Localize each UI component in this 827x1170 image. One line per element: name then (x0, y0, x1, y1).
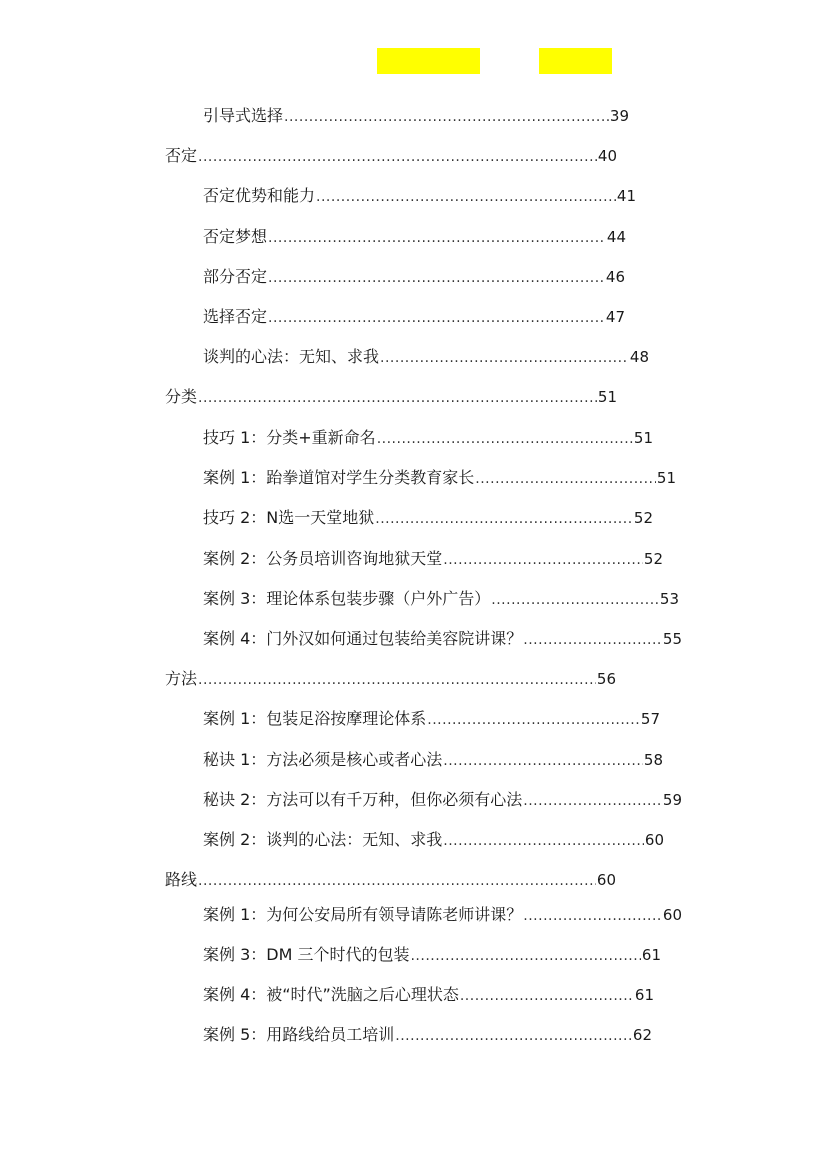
toc-leader-dots (443, 748, 643, 774)
toc-entry[interactable] (203, 626, 682, 652)
toc-entry[interactable] (203, 465, 676, 491)
toc-entry-page: 41 (616, 187, 636, 205)
toc-leader-dots (268, 265, 605, 291)
toc-entry-label: 技巧 2：N选一天堂地狱 (203, 508, 375, 527)
toc-entry-page: 51 (633, 429, 653, 447)
toc-leader-dots (377, 426, 633, 452)
toc-entry-page: 61 (634, 986, 654, 1004)
toc-entry[interactable] (203, 586, 679, 612)
toc-entry-label: 案例 5：用路线给员工培训 (203, 1025, 395, 1044)
toc-entry[interactable] (203, 982, 654, 1008)
toc-leader-dots (395, 1023, 632, 1049)
toc-leader-dots (268, 225, 606, 251)
toc-leader-dots (475, 466, 656, 492)
toc-entry-label: 选择否定 (203, 307, 268, 326)
toc-entry-page: 53 (659, 590, 679, 608)
toc-leader-dots (316, 184, 616, 210)
toc-leader-dots (198, 667, 596, 693)
toc-entry[interactable] (203, 264, 625, 290)
toc-entry[interactable] (203, 902, 682, 928)
toc-leader-dots (491, 587, 659, 613)
toc-entry-label: 秘诀 2：方法可以有千万种，但你必须有心法 (203, 790, 523, 809)
toc-entry[interactable] (203, 224, 626, 250)
toc-entry-label: 案例 1：包装足浴按摩理论体系 (203, 709, 427, 728)
toc-entry-page: 60 (596, 871, 616, 889)
toc-entry-page: 60 (644, 831, 664, 849)
toc-entry[interactable] (203, 1022, 652, 1048)
toc-entry-page: 44 (606, 228, 626, 246)
toc-entry[interactable] (203, 304, 625, 330)
toc-entry[interactable] (203, 827, 664, 853)
toc-entry-page: 40 (597, 147, 617, 165)
toc-entry-page: 62 (632, 1026, 652, 1044)
toc-leader-dots (268, 305, 605, 331)
toc-entry-label: 技巧 1：分类+重新命名 (203, 428, 376, 447)
yellow-highlight-block-2 (539, 48, 612, 74)
toc-entry[interactable] (203, 183, 636, 209)
toc-entry-page: 52 (633, 509, 653, 527)
toc-entry-page: 60 (662, 906, 682, 924)
toc-entry[interactable] (203, 706, 660, 732)
toc-entry-label: 否定 (165, 146, 198, 165)
toc-entry[interactable] (203, 787, 682, 813)
toc-entry-page: 51 (656, 469, 676, 487)
toc-leader-dots (460, 983, 634, 1009)
toc-entry[interactable] (203, 103, 629, 129)
toc-entry-page: 59 (662, 791, 682, 809)
toc-entry-label: 案例 3：DM 三个时代的包装 (203, 945, 410, 964)
toc-entry-page: 47 (605, 308, 625, 326)
toc-entry-page: 39 (609, 107, 629, 125)
toc-entry[interactable] (203, 344, 649, 370)
toc-entry-page: 61 (641, 946, 661, 964)
toc-entry-label: 否定优势和能力 (203, 186, 316, 205)
toc-leader-dots (443, 828, 644, 854)
toc-entry-page: 57 (640, 710, 660, 728)
toc-entry-label: 案例 2：谈判的心法：无知、求我 (203, 830, 443, 849)
toc-leader-dots (198, 868, 596, 894)
toc-entry-page: 56 (596, 670, 616, 688)
toc-leader-dots (198, 144, 597, 170)
toc-entry-label: 案例 1：跆拳道馆对学生分类教育家长 (203, 468, 475, 487)
toc-entry[interactable] (165, 666, 616, 692)
toc-leader-dots (380, 345, 629, 371)
toc-leader-dots (410, 943, 640, 969)
toc-entry[interactable] (165, 143, 617, 169)
toc-entry-label: 秘诀 1：方法必须是核心或者心法 (203, 750, 443, 769)
toc-entry-page: 46 (605, 268, 625, 286)
toc-entry-page: 55 (662, 630, 682, 648)
toc-entry[interactable] (203, 505, 653, 531)
toc-entry[interactable] (203, 546, 663, 572)
toc-leader-dots (375, 506, 633, 532)
toc-entry-label: 方法 (165, 669, 198, 688)
toc-entry-page: 48 (629, 348, 649, 366)
toc-leader-dots (427, 707, 640, 733)
toc-entry-label: 分类 (165, 387, 198, 406)
toc-leader-dots (523, 788, 662, 814)
toc-leader-dots (443, 547, 643, 573)
toc-entry-label: 案例 4：门外汉如何通过包装给美容院讲课？ (203, 629, 523, 648)
toc-entry-label: 路线 (165, 870, 198, 889)
yellow-highlight-block-1 (377, 48, 480, 74)
toc-entry-label: 引导式选择 (203, 106, 284, 125)
toc-entry-page: 58 (643, 751, 663, 769)
toc-leader-dots (284, 104, 609, 130)
toc-entry[interactable] (203, 942, 661, 968)
toc-entry-label: 谈判的心法：无知、求我 (203, 347, 380, 366)
toc-entry-label: 案例 3：理论体系包装步骤（户外广告） (203, 589, 491, 608)
toc-entry-label: 案例 1：为何公安局所有领导请陈老师讲课？ (203, 905, 523, 924)
toc-leader-dots (198, 385, 597, 411)
toc-entry-page: 51 (597, 388, 617, 406)
toc-entry-label: 部分否定 (203, 267, 268, 286)
toc-leader-dots (523, 903, 662, 929)
toc-entry-label: 案例 2：公务员培训咨询地狱天堂 (203, 549, 443, 568)
toc-entry[interactable] (203, 747, 663, 773)
toc-entry[interactable] (203, 425, 653, 451)
toc-entry-page: 52 (643, 550, 663, 568)
toc-entry[interactable] (165, 384, 617, 410)
toc-leader-dots (523, 627, 662, 653)
toc-entry[interactable] (165, 867, 616, 893)
toc-entry-label: 否定梦想 (203, 227, 268, 246)
toc-entry-label: 案例 4：被“时代”洗脑之后心理状态 (203, 985, 459, 1004)
